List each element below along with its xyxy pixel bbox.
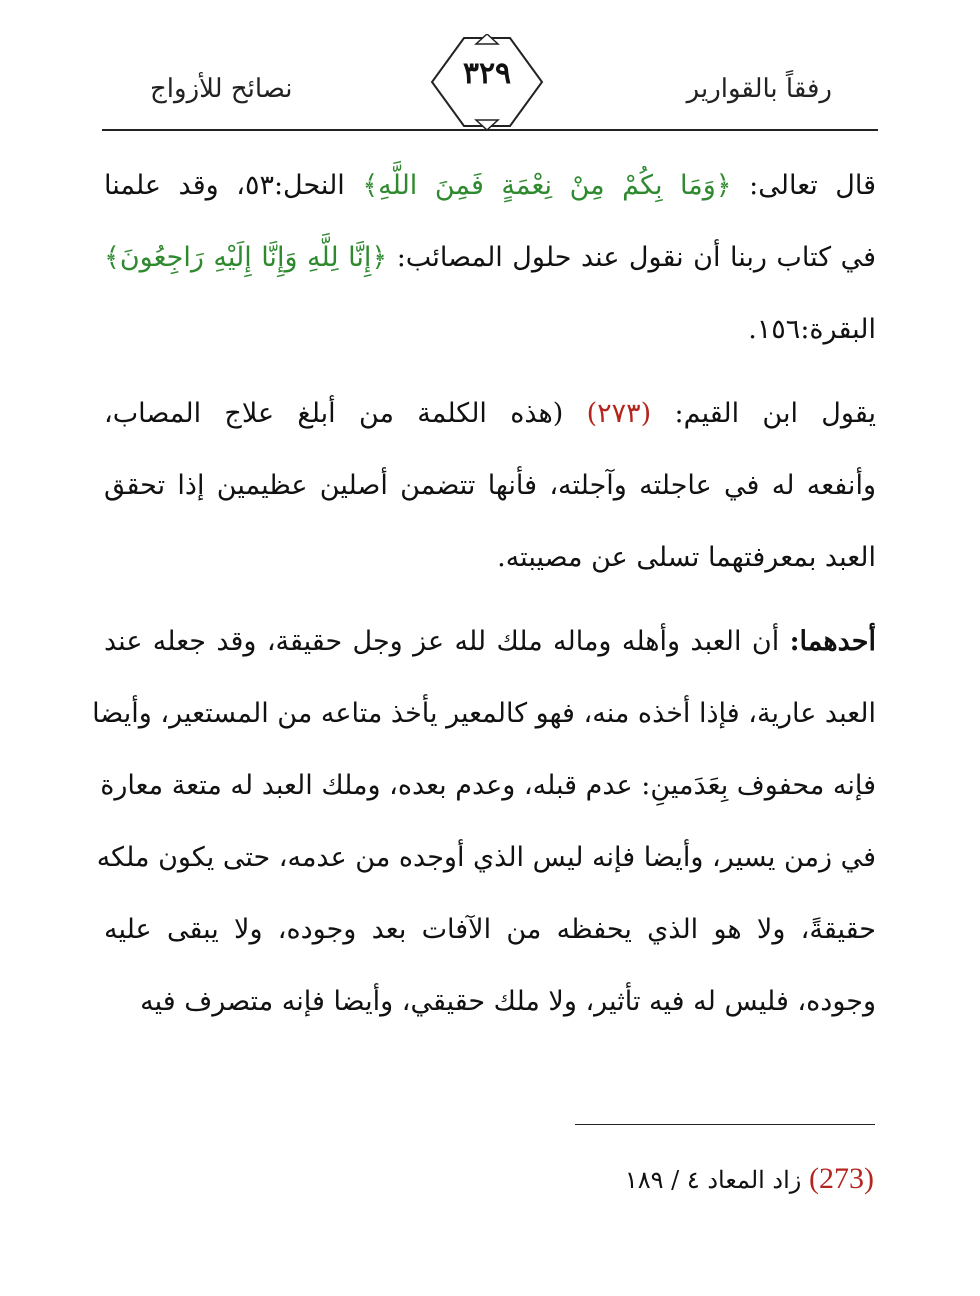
text-line <box>92 678 876 750</box>
text-segment: النحل:٥٣، وقد علمنا <box>104 170 363 201</box>
paragraph <box>104 150 876 366</box>
text-line <box>104 222 876 294</box>
header-divider <box>102 129 878 131</box>
paragraph <box>104 378 876 594</box>
text-line <box>104 522 876 594</box>
footnote-text: زاد المعاد ٤ / ١٨٩ <box>624 1166 809 1194</box>
header-book-title: رفقاً بالقوارير <box>686 74 832 104</box>
quran-verse: ﴿وَمَا بِكُمْ مِنْ نِعْمَةٍ فَمِنَ اللَّهِ﴾ <box>362 170 732 201</box>
text-segment: في كتاب ربنا أن نقول عند حلول المصائب: <box>387 242 876 273</box>
page-number-badge <box>428 34 546 130</box>
text-segment: يقول ابن القيم: <box>651 398 876 429</box>
text-line <box>104 606 876 678</box>
text-segment: (هذه الكلمة من أبلغ علاج المصاب، <box>104 398 587 429</box>
footnote <box>625 1162 874 1196</box>
text-segment: العبد عارية، فإذا أخذه منه، فهو كالمعير يأخذ متاعه من المستعير، وأيضا <box>92 698 876 729</box>
quran-verse: ﴿إِنَّا لِلَّهِ وَإِنَّا إِلَيْهِ رَاجِعُونَ﴾ <box>104 242 388 273</box>
footnote-divider <box>575 1124 875 1125</box>
text-segment: البقرة:١٥٦. <box>748 314 876 345</box>
text-line <box>104 378 876 450</box>
text-segment: وجوده، فليس له فيه تأثير، ولا ملك حقيقي، وأيضا فإنه متصرف فيه <box>140 986 876 1017</box>
text-line <box>104 894 876 966</box>
text-segment: حقيقةً، ولا هو الذي يحفظه من الآفات بعد وجوده، ولا يبقى عليه <box>104 914 876 945</box>
text-segment: فإنه محفوف بِعَدَمينِ: عدم قبله، وعدم بعده، وملك العبد له متعة معارة <box>100 770 876 801</box>
text-segment: وأنفعه له في عاجلته وآجلته، فأنها تتضمن أصلين عظيمين إذا تحقق <box>104 470 876 501</box>
text-segment: أن العبد وأهله وماله ملك لله عز وجل حقيقة، وقد جعله عند <box>104 626 790 657</box>
footnote-reference: (٢٧٣) <box>586 398 652 429</box>
text-segment: في زمن يسير، وأيضا فإنه ليس الذي أوجده من عدمه، حتى يكون ملكه <box>96 842 876 873</box>
text-segment: أحدهما: <box>789 626 876 657</box>
paragraph-gap <box>104 366 876 378</box>
text-line <box>100 750 876 822</box>
text-segment: العبد بمعرفتهما تسلى عن مصيبته. <box>497 542 876 573</box>
text-line <box>104 150 876 222</box>
body-text <box>92 150 877 1038</box>
paragraph-gap <box>104 594 876 606</box>
text-line <box>104 966 876 1038</box>
text-line <box>104 294 876 366</box>
text-line <box>104 450 876 522</box>
text-segment: قال تعالى: <box>731 170 877 201</box>
paragraph <box>92 606 876 1038</box>
header-chapter-title: نصائح للأزواج <box>150 74 293 104</box>
page-number: ٣٢٩ <box>462 56 512 91</box>
text-line <box>96 822 876 894</box>
footnote-number: (273) <box>809 1162 874 1195</box>
